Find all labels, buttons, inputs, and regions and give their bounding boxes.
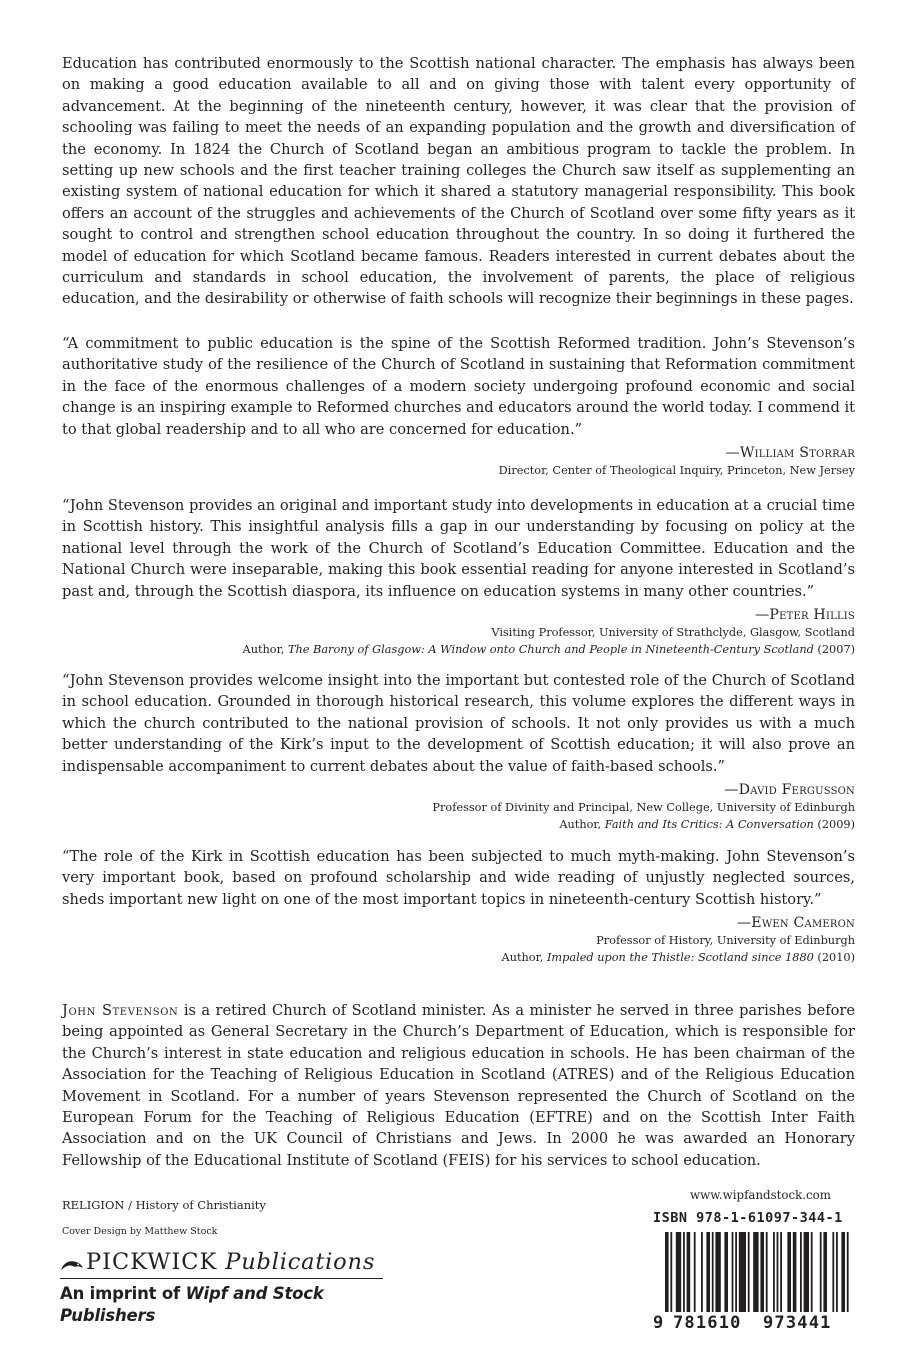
barcode-bar <box>780 1232 782 1312</box>
endorser-name: —William Storrar <box>725 445 855 462</box>
author-prefix: Author, <box>242 642 288 656</box>
book-title: The Barony of Glasgow: A Window onto Church and People in Nineteenth-Century Scotland <box>287 642 814 656</box>
imprint-line <box>60 1283 390 1327</box>
barcode-bar <box>800 1232 802 1312</box>
endorsement-storrar <box>62 333 855 480</box>
barcode-bar <box>847 1232 849 1312</box>
barcode-bar <box>665 1232 669 1312</box>
isbn-barcode <box>653 1210 853 1336</box>
endorsement-attribution <box>62 605 855 658</box>
endorsement-fergusson <box>62 670 855 833</box>
endorsement-text: “John Stevenson provides welcome insight into the important but contested role of the Church of Scotland in school education. Grounded in thorough historical research, this volume explores the different ways in which the church contributed to the national provision of schools. It not only provides us with a much better understanding of the Kirk’s input to the development of Scottish education; it will also prove an indispensable accompaniment to current debates about the value of faith-based schools.” <box>62 672 855 775</box>
barcode-bar <box>724 1232 728 1312</box>
barcode-bar <box>836 1232 838 1312</box>
author-bio-text: is a retired Church of Scotland minister. As a minister he served in three parishes before being appointed as General Secretary in the Church’s Department of Education, which is responsible for the Church’s interest in state education and religious education in schools. He has been chairman of the Association for the Teaching of Religious Education in Scotland (ATRES) and of the Religious Education Movement in Scotland. For a number of years Stevenson represented the Church of Scotland on the European Forum for the Teaching of Religious Education (EFTRE) and on the Scottish Inter Faith Association and on the UK Council of Christians and Jews. In 2000 he was awarded an Honorary Fellowship of the Educational Institute of Scotland (FEIS) for his services to school education. <box>62 1002 855 1169</box>
endorser-book <box>62 817 855 834</box>
barcode-bar <box>701 1232 703 1312</box>
imprint-prefix: An imprint of <box>60 1284 186 1303</box>
barcode-bar <box>706 1232 710 1312</box>
endorser-book <box>62 950 855 967</box>
barcode-bar <box>739 1232 746 1312</box>
barcode-bar <box>712 1232 714 1312</box>
isbn-label: ISBN 978-1-61097-344-1 <box>653 1210 843 1226</box>
barcode-bar <box>753 1232 758 1312</box>
publisher-name: PICKWICK <box>86 1249 218 1275</box>
author-bio <box>62 1000 855 1171</box>
barcode-first-digit: 9 <box>653 1313 664 1333</box>
book-year: (2010) <box>813 950 855 964</box>
endorsement-attribution <box>62 913 855 966</box>
endorser-affiliation: Professor of History, University of Edinburgh <box>596 934 855 948</box>
endorsement-attribution <box>62 443 855 480</box>
cover-design-credit: Cover Design by Matthew Stock <box>62 1226 218 1237</box>
barcode-bar <box>687 1232 691 1312</box>
endorsement-hillis <box>62 495 855 658</box>
barcode-bar <box>760 1232 764 1312</box>
author-prefix: Author, <box>501 950 547 964</box>
author-prefix: Author, <box>559 817 605 831</box>
barcode-bar <box>670 1232 672 1312</box>
author-name: John Stevenson <box>62 1002 179 1019</box>
subject-category: RELIGION / History of Christianity <box>62 1198 266 1212</box>
barcode-bar <box>683 1232 685 1312</box>
barcode-bar <box>820 1232 822 1312</box>
barcode-bar <box>715 1232 720 1312</box>
barcode-bar <box>811 1232 813 1312</box>
endorser-book <box>62 642 855 659</box>
endorser-name: —Ewen Cameron <box>736 915 855 932</box>
barcode-bar <box>748 1232 750 1312</box>
book-year: (2007) <box>813 642 855 656</box>
book-title: Faith and Its Critics: A Conversation <box>604 817 814 831</box>
endorsement-attribution <box>62 780 855 833</box>
book-title: Impaled upon the Thistle: Scotland since 1880 <box>546 950 814 964</box>
barcode-bar <box>804 1232 809 1312</box>
publisher-divider <box>60 1278 383 1279</box>
barcode-bar <box>793 1232 797 1312</box>
endorser-affiliation: Director, Center of Theological Inquiry, Princeton, New Jersey <box>498 464 855 478</box>
book-year: (2009) <box>813 817 855 831</box>
endorsement-cameron <box>62 846 855 966</box>
endorser-name: —Peter Hillis <box>754 607 855 624</box>
barcode-right-group: 973441 <box>763 1313 832 1333</box>
barcode-bar <box>787 1232 791 1312</box>
book-description: Education has contributed enormously to the Scottish national character. The emphasis has always been on making a good education available to all and on giving those with talent every opportunity of advancement. At the beginning of the nineteenth century, however, it was clear that the provision of schooling was failing to meet the needs of an expanding population and the growth and diversification of the economy. In 1824 the Church of Scotland began an ambitious program to tackle the problem. In setting up new schools and the first teacher training colleges the Church saw itself as supplementing an existing system of national education for which it shared a statutory managerial responsibility. This book offers an account of the struggles and achievements of the Church of Scotland over some fifty years as it sought to control and strengthen school education throughout the country. In so doing it furthered the model of education for which Scotland became famous. Readers interested in current debates about the curriculum and standards in school education, the involvement of parents, the place of religious education, and the desirability or otherwise of faith schools will recognize their beginnings in these pages. <box>62 55 855 308</box>
barcode-bar <box>832 1232 834 1312</box>
barcode-bar <box>823 1232 827 1312</box>
barcode-bar <box>676 1232 681 1312</box>
barcode-bar <box>732 1232 734 1312</box>
endorser-affiliation: Professor of Divinity and Principal, New College, University of Edinburgh <box>432 801 855 815</box>
endorser-name: —David Fergusson <box>724 782 855 799</box>
barcode-bar <box>773 1232 775 1312</box>
publisher-name-italic: Publications <box>225 1249 376 1275</box>
endorser-affiliation: Visiting Professor, University of Strathclyde, Glasgow, Scotland <box>491 626 855 640</box>
endorsement-text: “The role of the Kirk in Scottish education has been subjected to much myth-making. John Stevenson’s very important book, based on profound scholarship and wide reading of unjustly neglected sources, sheds important new light on one of the most important topics in nineteenth-century Scottish history.” <box>62 848 855 908</box>
barcode-bar <box>777 1232 779 1312</box>
publisher-logo <box>60 1248 390 1327</box>
imprint-publisher: Wipf and Stock Publishers <box>60 1284 324 1325</box>
endorsement-text: “A commitment to public education is the spine of the Scottish Reformed tradition. John’s Stevenson’s authoritative study of the resilience of the Church of Scotland in sustaining that Reformation commitment in the face of the enormous challenges of a modern society undergoing profound economic and social change is an inspiring example to Reformed churches and educators around the world today. I commend it to that global readership and to all who are concerned for education.” <box>62 335 855 438</box>
barcode-bar <box>841 1232 845 1312</box>
barcode-bar <box>766 1232 768 1312</box>
barcode-bar <box>694 1232 696 1312</box>
publisher-website: www.wipfandstock.com <box>690 1188 831 1202</box>
barcode-bar <box>735 1232 737 1312</box>
barcode-left-group: 781610 <box>673 1313 742 1333</box>
endorsement-text: “John Stevenson provides an original and important study into developments in education at a crucial time in Scottish history. This insightful analysis fills a gap in our understanding by focusing on policy at the national level through the work of the Church of Scotland’s Education Committee. Education and the National Church were inseparable, making this book essential reading for anyone interested in Scotland’s past and, through the Scottish diaspora, its influence on education systems in many other countries.” <box>62 497 855 600</box>
bird-icon <box>60 1256 84 1276</box>
